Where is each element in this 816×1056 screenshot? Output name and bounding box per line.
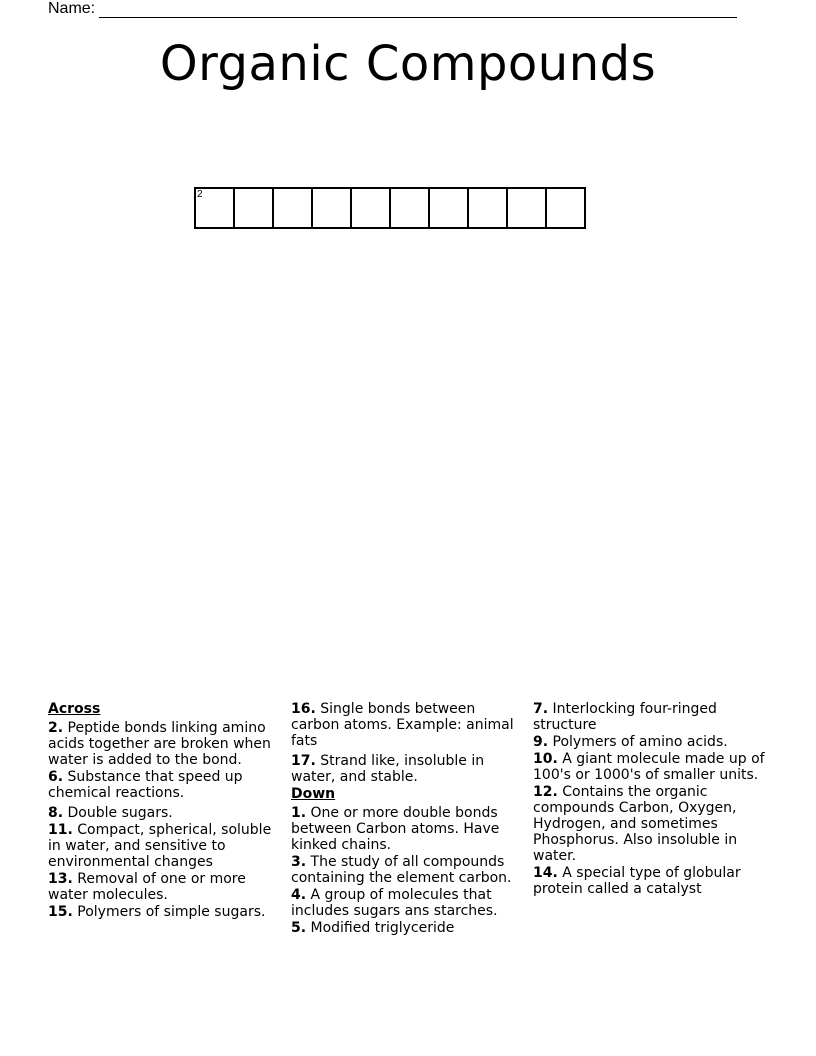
name-field[interactable] <box>48 0 737 18</box>
clue-down-5 <box>291 920 526 936</box>
crossword-cell[interactable] <box>234 187 274 229</box>
crossword-cell[interactable] <box>546 187 586 229</box>
clue-down-9 <box>533 734 765 750</box>
clue-text: One or more double bonds between Carbon atoms. Have kinked chains. <box>291 805 500 853</box>
clue-number: 6. <box>48 769 64 785</box>
clue-text: Interlocking four-ringed structure <box>533 701 717 733</box>
clue-down-10 <box>533 751 765 783</box>
clue-number: 3. <box>291 854 307 870</box>
clue-number: 8. <box>48 805 64 821</box>
clues-column-1 <box>48 701 280 921</box>
name-underline[interactable] <box>99 3 737 18</box>
clue-text: Polymers of amino acids. <box>552 734 728 750</box>
crossword-cell[interactable] <box>351 187 391 229</box>
crossword-cell[interactable] <box>312 187 352 229</box>
crossword-cell[interactable] <box>194 187 235 229</box>
cell-number: 2 <box>197 189 203 200</box>
clue-text: Peptide bonds linking amino acids together are broken when water is added to the bond. <box>48 720 271 768</box>
clue-text: The study of all compounds containing the element carbon. <box>291 854 512 886</box>
name-label: Name: <box>48 0 96 17</box>
crossword-cell[interactable] <box>507 187 547 229</box>
clue-number: 2. <box>48 720 64 736</box>
crossword-cell[interactable] <box>429 187 469 229</box>
clue-number: 17. <box>291 753 316 769</box>
clue-number: 16. <box>291 701 316 717</box>
clue-across-13 <box>48 871 280 903</box>
clue-text: Compact, spherical, soluble in water, and sensitive to environmental changes <box>48 822 272 870</box>
clue-text: Removal of one or more water molecules. <box>48 871 246 903</box>
clue-number: 4. <box>291 887 307 903</box>
clue-across-17 <box>291 753 526 785</box>
clue-number: 7. <box>533 701 549 717</box>
clue-text: Strand like, insoluble in water, and stable. <box>291 753 485 785</box>
clues-column-3 <box>533 701 765 898</box>
clue-across-2 <box>48 720 280 768</box>
clue-across-8 <box>48 805 280 821</box>
clue-text: Contains the organic compounds Carbon, Oxygen, Hydrogen, and sometimes Phosphorus. Also insoluble in water. <box>533 784 738 864</box>
clue-number: 1. <box>291 805 307 821</box>
clue-number: 9. <box>533 734 549 750</box>
crossword-grid <box>194 187 585 229</box>
clue-text: A giant molecule made up of 100's or 1000's of smaller units. <box>533 751 765 783</box>
page-title: Organic Compounds <box>159 36 657 92</box>
down-heading: Down <box>291 786 336 802</box>
clue-across-15 <box>48 904 280 920</box>
clue-text: A group of molecules that includes sugars ans starches. <box>291 887 498 919</box>
clue-text: Polymers of simple sugars. <box>77 904 266 920</box>
clue-number: 10. <box>533 751 558 767</box>
clue-text: A special type of globular protein called a catalyst <box>533 865 741 897</box>
clues-column-2 <box>291 701 526 937</box>
clue-number: 11. <box>48 822 73 838</box>
clue-across-6 <box>48 769 280 801</box>
clue-number: 14. <box>533 865 558 881</box>
clue-down-3 <box>291 854 526 886</box>
clue-number: 5. <box>291 920 307 936</box>
clue-down-12 <box>533 784 765 864</box>
clue-text: Modified triglyceride <box>310 920 455 936</box>
clue-number: 15. <box>48 904 73 920</box>
crossword-cell[interactable] <box>273 187 313 229</box>
across-heading: Across <box>48 701 101 717</box>
clue-across-11 <box>48 822 280 870</box>
clue-across-16 <box>291 701 526 749</box>
clue-down-14 <box>533 865 765 897</box>
crossword-cell[interactable] <box>468 187 508 229</box>
clue-text: Double sugars. <box>67 805 173 821</box>
clue-text: Substance that speed up chemical reactions. <box>48 769 243 801</box>
clue-text: Single bonds between carbon atoms. Example: animal fats <box>291 701 514 749</box>
clue-number: 12. <box>533 784 558 800</box>
clue-down-7 <box>533 701 765 733</box>
crossword-cell[interactable] <box>390 187 430 229</box>
clue-number: 13. <box>48 871 73 887</box>
clue-down-1 <box>291 805 526 853</box>
clue-down-4 <box>291 887 526 919</box>
